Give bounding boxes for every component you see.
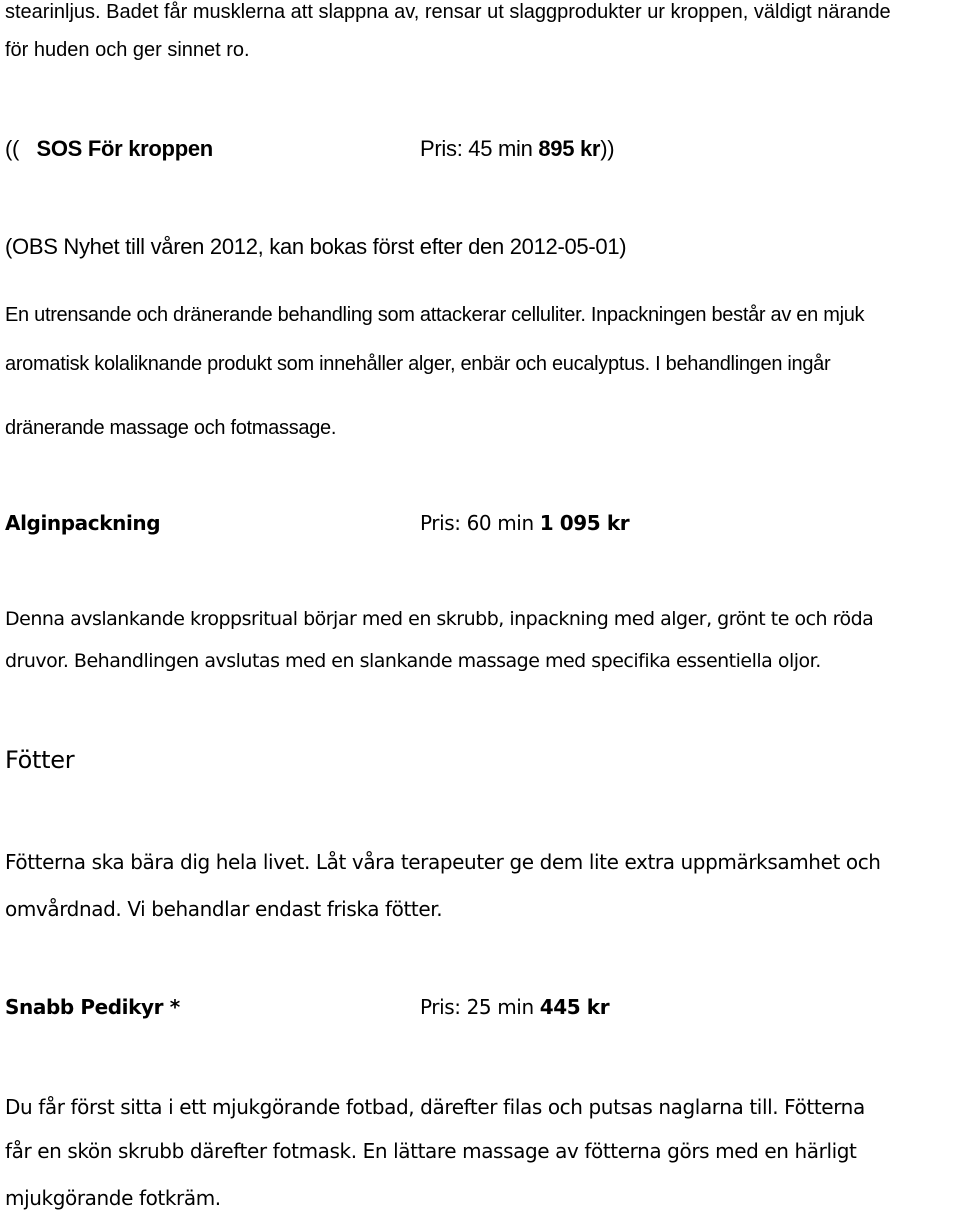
- fotter-heading: Fötter: [5, 746, 75, 774]
- pedikyr-desc-line-1: Du får först sitta i ett mjukgörande fotbad, därefter filas och putsas naglarna till. Fötterna: [5, 1095, 865, 1119]
- fotter-desc-line-2: omvårdnad. Vi behandlar endast friska fötter.: [5, 897, 443, 921]
- pedikyr-desc-line-3: mjukgörande fotkräm.: [5, 1186, 221, 1210]
- alginpackning-desc-line-1: Denna avslankande kroppsritual börjar med en skrubb, inpackning med alger, grönt te och röda: [5, 608, 874, 630]
- alginpackning-price-label: Pris: 60 min: [420, 511, 540, 535]
- sos-notice: (OBS Nyhet till våren 2012, kan bokas först efter den 2012-05-01): [5, 234, 627, 259]
- alginpackning-price-value: 1 095 kr: [539, 511, 630, 535]
- pedikyr-title: Snabb Pedikyr *: [5, 995, 180, 1019]
- sos-price-value: 895 kr: [538, 136, 601, 161]
- pedikyr-price-value: 445 kr: [539, 995, 610, 1019]
- pedikyr-heading-row: [5, 997, 955, 1023]
- alginpackning-title: Alginpackning: [5, 511, 161, 535]
- pedikyr-desc-line-2: får en skön skrubb därefter fotmask. En lättare massage av fötterna görs med en härligt: [5, 1139, 857, 1163]
- fotter-desc-line-1: Fötterna ska bära dig hela livet. Låt våra terapeuter ge dem lite extra uppmärksamhet och: [5, 850, 881, 874]
- sos-desc-line-3: dränerande massage och fotmassage.: [5, 417, 337, 439]
- sos-desc-line-1: En utrensande och dränerande behandling som attackerar celluliter. Inpackningen består av en mjuk: [5, 304, 865, 326]
- sos-price-label: Pris: 45 min: [420, 136, 539, 161]
- alginpackning-heading-row: [5, 513, 955, 539]
- pedikyr-price-label: Pris: 25 min: [420, 995, 540, 1019]
- sos-heading-row: [5, 138, 955, 164]
- sos-title: SOS För kroppen: [36, 136, 213, 161]
- sos-desc-line-2: aromatisk kolaliknande produkt som innehåller alger, enbär och eucalyptus. I behandlingen ingår: [5, 353, 831, 375]
- alginpackning-desc-line-2: druvor. Behandlingen avslutas med en slankande massage med specifika essentiella oljor.: [5, 650, 821, 672]
- intro-line-2: för huden och ger sinnet ro.: [5, 39, 250, 61]
- intro-line-1: stearinljus. Badet får musklerna att slappna av, rensar ut slaggprodukter ur kroppen, väldigt närande: [5, 1, 891, 23]
- sos-suffix: )): [600, 136, 615, 161]
- sos-prefix: ((: [5, 136, 20, 161]
